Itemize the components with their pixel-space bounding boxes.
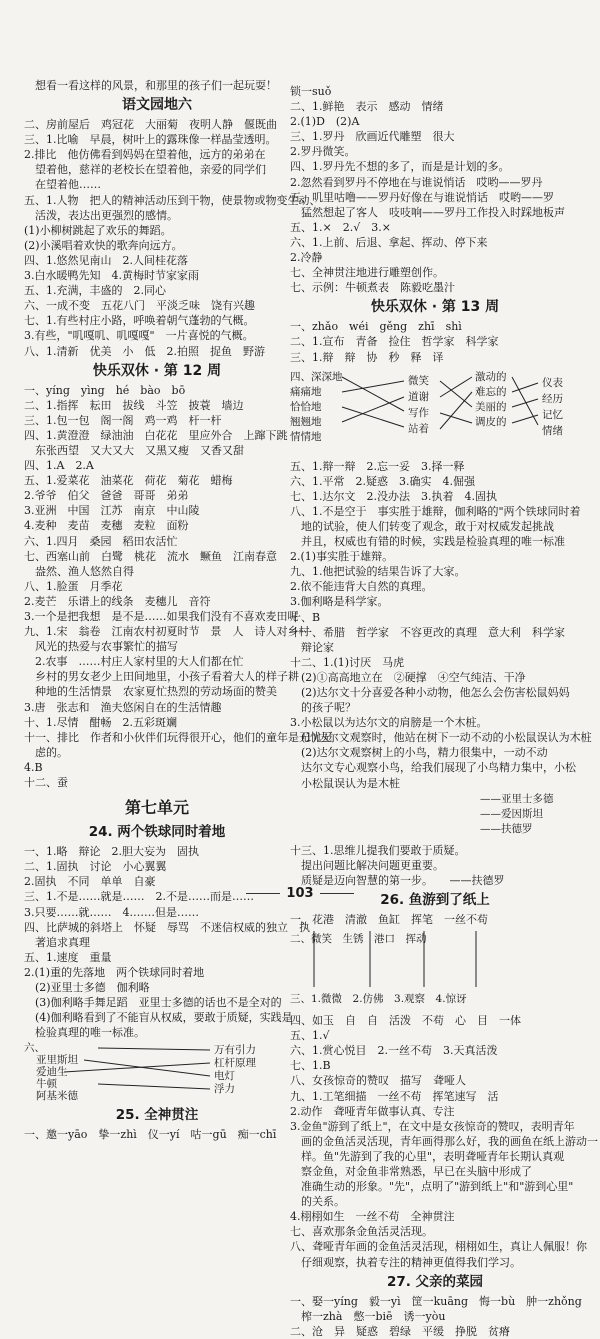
answer-line: 质疑是迈向智慧的第一步。 ——扶德罗 <box>301 873 505 887</box>
answer-line: 十、1.尽情 酣畅 2.五彩斑斓 <box>24 715 177 729</box>
page-number <box>0 886 600 901</box>
answer-line: 2.罗丹微笑。 <box>290 145 356 159</box>
answer-line: 3.小松鼠以为达尔文的肩膀是一个木桩。 <box>290 716 488 730</box>
section-heading: 第七单元 <box>124 798 189 818</box>
answer-line: 想看一看这样的风景，和那里的孩子们一起玩耍！ <box>35 79 277 92</box>
answer-line: 种地的生活情景 农家夏忙热烈的劳动场面的赞美 <box>35 685 277 699</box>
match-item: 写作 <box>408 406 429 419</box>
match-line <box>440 413 472 423</box>
answer-line: 2.忽然看到罗丹不停地在与谁说悄话 哎哟——罗丹 <box>290 175 543 189</box>
answer-line: (1)达尔文观察时，他站在树下一动不动的小松鼠误认为木桩 <box>301 731 592 745</box>
match-item: 美丽的 <box>475 400 507 413</box>
answer-line: 五、1.√ <box>290 1029 330 1043</box>
answer-line: 2.排比 他仿佛看到妈妈在望着他，远方的弟弟在 <box>24 148 266 162</box>
answer-line: 四、1.罗丹先不想的多了，而是是计划的多。 <box>290 160 510 174</box>
answer-line: 五、叽里咕噜——罗丹好像在与谁说悄话 哎哟——罗 <box>290 190 554 204</box>
answer-line: 三、1.辩 辩 协 秒 释 译 <box>290 350 444 364</box>
match-item: 浮力 <box>214 1083 235 1096</box>
answer-line: 画的金鱼活灵活现，青年画得那么好，我的画鱼在纸上游动一 <box>301 1134 598 1148</box>
answer-line: 的关系。 <box>301 1195 345 1209</box>
section-heading: 25. 全神贯注 <box>115 1107 199 1124</box>
answer-line: 六、1.平常 2.疑惑 3.确实 4.倔强 <box>290 474 475 488</box>
answer-line: 仔细观察，执着专注的精神更值得我们学习。 <box>301 1255 521 1269</box>
answer-line: 风光的热爱与农事繁忙的描写 <box>35 640 178 654</box>
match-item: 站着 <box>408 422 429 435</box>
answer-line: (2)达尔文观察树上的小鸟，精力很集中，一动不动 <box>301 746 548 760</box>
answer-line: 一、邀一yāo 挚一zhì 仪一yí 咕一gū 痴一chī <box>24 1128 277 1142</box>
answer-line: (1)小柳树跳起了欢乐的舞蹈。 <box>24 223 172 237</box>
answer-line: 四、比萨城的斜塔上 怀疑 辱骂 不迷信权威的独立 执 <box>24 920 310 934</box>
answer-line: 二、1.固执 讨论 小心翼翼 <box>24 860 167 874</box>
answer-line: 著追求真理 <box>35 935 90 949</box>
answer-line: 2.冷静 <box>290 251 323 265</box>
answer-line: 虑的。 <box>35 745 68 759</box>
answer-line: 3.一个是把我想 是不是……如果我们没有不喜欢麦田呢 <box>24 610 299 623</box>
answer-line: 九、1.工笔细描 一丝不苟 挥笔速写 活 <box>290 1089 499 1103</box>
section-heading: 24. 两个铁球同时着地 <box>88 824 226 841</box>
answer-line: 三、1.不是……就是…… 2.不是……而是…… <box>24 890 254 904</box>
match-lines <box>290 929 580 1011</box>
answer-line: 八、女孩惊奇的赞叹 描写 聋哑人 <box>290 1074 466 1088</box>
answer-line: 四、如玉 自 自 活泼 不苟 心 目 一体 <box>290 1014 521 1028</box>
answer-line: 八、聋哑青年画的金鱼活灵活现，栩栩如生，真让人佩服！你 <box>290 1240 587 1254</box>
answer-line: 一、1.略 辩论 2.胆大妄为 固执 <box>24 845 199 859</box>
answer-line: 五、1.× 2.√ 3.× <box>290 220 391 234</box>
match-item: 爱迪生 <box>36 1066 68 1079</box>
match-item: 万有引力 <box>214 1044 256 1057</box>
match-item: 痛痛地 <box>290 385 322 398</box>
match-item: 牛顿 <box>36 1078 57 1091</box>
answer-line: 并且，权威也有错的时候，实践是检验真理的唯一标准 <box>301 535 565 549</box>
answer-line: 一、zhǎo wéi gěng zhī shì <box>290 320 462 334</box>
section-heading: 语文园地六 <box>122 97 192 114</box>
answer-line: 五、1.爱菜花 油菜花 荷花 菊花 蜡梅 <box>24 474 233 488</box>
answer-line: 在望着他…… <box>35 178 101 192</box>
answer-line: 3.有些，"叽嘎叽、叽嘎嘎" 一片喜悦的气概。 <box>24 329 254 343</box>
answer-line: 三、1.微微 2.仿佛 3.观察 4.惊讶 <box>290 993 467 1006</box>
matching-exercise <box>24 1042 290 1102</box>
answer-line: 达尔文专心观察小鸟，给我们展现了小鸟精力集中，小松 <box>301 761 576 775</box>
answer-line: 望着他，慈祥的老校长在望着他，亲爱的同学们 <box>35 163 266 177</box>
answer-line: 榨一zhà 憋一biē 诱一yòu <box>301 1309 446 1323</box>
answer-line: 2.固执 不同 单单 自豪 <box>24 875 156 889</box>
answer-line: 六、1.赏心悦目 2.一丝不苟 3.天真活泼 <box>290 1044 498 1058</box>
answer-line: (3)伽利略手舞足蹈 亚里士多德的话也不是全对的 <box>35 996 282 1010</box>
answer-line: 五、1.辩一辩 2.忘一妥 3.择一释 <box>290 459 465 473</box>
answer-line: 提出问题比解决问题更重要。 <box>301 858 444 872</box>
match-item: 微笑 <box>408 374 429 387</box>
answer-line: (2)亚里士多德 伽利略 <box>35 980 150 994</box>
answer-line: 的孩子呢？ <box>301 701 356 715</box>
match-item: 仪表 <box>542 376 563 389</box>
match-line <box>64 1063 210 1072</box>
answer-line: 2.动作 聋哑青年做事认真、专注 <box>290 1104 455 1118</box>
match-item: 情绪 <box>542 424 563 437</box>
answer-line: 辩论家 <box>301 640 334 654</box>
answer-line: 3.白水暖鸭先知 4.黄梅时节家家雨 <box>24 269 199 283</box>
answer-line: 二、房前屋后 鸡冠花 大丽菊 夜明人静 偃既曲 <box>24 118 277 132</box>
match-item: 六、 <box>24 1042 45 1055</box>
section-heading: 26. 鱼游到了纸上 <box>380 891 490 908</box>
match-item: 激动的 <box>475 370 507 383</box>
answer-line: 2.农事 ……村庄人家村里的大人们都在忙 <box>35 655 244 669</box>
match-item: 难忘的 <box>475 385 507 398</box>
match-item: 情情地 <box>290 430 322 443</box>
answer-line: 二、1.指挥 耘田 拔线 斗笠 披蓑 墙边 <box>24 398 244 412</box>
answer-line: 九、1.他把试验的结果告诉了大家。 <box>290 565 466 579</box>
answer-line: 2.(1)事实胜于雄辩。 <box>290 550 394 564</box>
match-item: 杠杆原理 <box>214 1057 256 1070</box>
answer-line: 四、1.A 2.A <box>24 459 94 473</box>
match-item: ——亚里士多德 <box>480 792 554 805</box>
section-heading: 27. 父亲的菜园 <box>386 1273 484 1290</box>
answer-line: 一、yíng yìng hé bào bō <box>24 383 186 397</box>
answer-line: 七、1.达尔文 2.没办法 3.执着 4.固执 <box>290 489 497 503</box>
answer-line: 八、1.脸蛋 月季花 <box>24 579 123 593</box>
answer-line: 察金鱼，对金鱼非常熟悉，早已在头脑中形成了 <box>301 1164 532 1178</box>
answer-line: 二、沧 异 疑惑 碧绿 平缓 挣脱 贫瘠 <box>290 1324 510 1338</box>
answer-line: 六、一成不变 五花八门 平淡乏味 饶有兴趣 <box>24 299 255 313</box>
answer-line: 十、B <box>290 610 321 624</box>
answer-line: 2.(1)D (2)A <box>290 115 360 129</box>
answer-line: 一、花港 清澈 鱼缸 挥笔 一丝不苟 <box>290 912 488 926</box>
answer-line: 2.爷爷 伯父 爸爸 哥哥 弟弟 <box>24 489 189 503</box>
word-grid-exercise <box>290 929 580 1011</box>
answer-line: 七、示例：牛顿煮表 陈毅吃墨汁 <box>290 281 455 295</box>
answer-line: 十二、1.(1)讨厌 马虎 <box>290 655 405 669</box>
answer-line: 十三、1.思维儿提我们要敢于质疑。 <box>290 843 466 857</box>
match-item: 调皮的 <box>475 415 507 428</box>
answer-line: 活泼，表达出更强烈的感情。 <box>35 208 178 222</box>
match-item: ——扶德罗 <box>480 822 533 835</box>
answer-line: 锁一suǒ <box>290 85 332 98</box>
answer-line: 十二、蚕 <box>24 776 68 790</box>
answer-line: 东张西望 又大又大 又黑又瘦 又香又甜 <box>35 443 244 457</box>
match-item: 四、深深地 <box>290 370 343 383</box>
answer-line: 2.麦芒 乐谱上的线条 麦穗儿 音符 <box>24 594 211 608</box>
match-item: 电灯 <box>214 1070 235 1083</box>
answer-line: 四、1.黄澄澄 绿油油 白花花 里应外合 上蹿下跳 <box>24 428 288 442</box>
matching-exercise <box>290 367 580 457</box>
answer-line: 4.栩栩如生 一丝不苟 全神贯注 <box>290 1210 455 1224</box>
answer-line: 3.金鱼"游到了纸上"，在文中是女孩惊奇的赞叹，表明青年 <box>290 1119 575 1133</box>
answer-line: 三、1.比喻 早晨，树叶上的露珠像一样晶莹透明。 <box>24 133 277 147</box>
match-item: 恰恰地 <box>290 400 322 413</box>
page-number-text: 103 <box>286 886 314 901</box>
answer-line: 五、1.充满，丰盛的 2.同心 <box>24 284 166 298</box>
match-item: 记忆 <box>542 408 563 421</box>
answer-line: 一、娶一yíng 毅一yì 筐一kuāng 悔一bù 肿一zhǒng <box>290 1294 582 1308</box>
answer-line: 七、全神贯注地进行雕塑创作。 <box>290 266 444 280</box>
match-line <box>98 1048 210 1050</box>
match-item: 亚里斯坦 <box>36 1054 78 1067</box>
quote-sources <box>290 793 580 841</box>
answer-line: 2.依不能违背大自然的真理。 <box>290 580 433 594</box>
answer-line: 四、1.悠然见南山 2.人间桂花落 <box>24 253 188 267</box>
match-lines <box>24 1042 290 1102</box>
answer-line: 猛然想起了客人 吱吱响——罗丹工作投入时踩地板声 <box>301 205 565 219</box>
match-item: 道谢 <box>408 390 429 403</box>
match-line <box>342 377 404 411</box>
match-lines <box>290 367 580 457</box>
answer-line: 2.(1)重的先落地 两个铁球同时着地 <box>24 965 205 979</box>
match-item: 翘翘地 <box>290 415 322 428</box>
answer-line: (4)伽利略看到了不能盲从权威，要敢于质疑，实践是 <box>35 1011 293 1025</box>
answer-line: 准确生动的形象。"先"，点明了"游到纸上"和"游到心里" <box>301 1180 574 1194</box>
answer-line: 八、1.不是空于 事实胜于雄辩，伽利略的"两个铁球同时着 <box>290 504 581 518</box>
answer-line: 五、1.人物 把人的精神活动压到干物，使景物或物变生动、 <box>24 193 321 207</box>
match-line <box>440 392 472 429</box>
section-heading: 快乐双休 · 第 13 周 <box>370 299 500 316</box>
answer-line: (2)小溪唱着欢快的歌奔向远方。 <box>24 238 183 252</box>
match-item: 阿基米德 <box>36 1090 78 1103</box>
answer-line: (2)达尔文十分喜爱各种小动物，他怎么会伤害松鼠妈妈 <box>301 686 570 699</box>
match-item: 经历 <box>542 392 563 405</box>
answer-line: 地的试验，使人们转变了观念，敢于对权威发起挑战 <box>301 519 554 533</box>
answer-line: 九、1.宋 翁卷 江南农村初夏时节 景 人 诗人对乡村 <box>24 625 310 639</box>
answer-line: 五、1.速度 重量 <box>24 950 112 964</box>
answer-line: 3.只要……就…… 4.……但是…… <box>24 905 199 919</box>
answer-line: 六、1.四月 桑园 稻田农活忙 <box>24 534 178 548</box>
answer-line: 盎然、渔人悠然自得 <box>35 564 134 578</box>
match-line <box>512 415 538 423</box>
answer-line: 样。鱼"先游到了我的心里"，表明聋哑青年长期认真观 <box>301 1149 565 1163</box>
answer-line: 十一、排比 作者和小伙伴们玩得很开心，他们的童年是无忧无 <box>24 730 332 744</box>
answer-line: 4.麦种 麦苗 麦穗 麦粒 面粉 <box>24 519 189 533</box>
answer-line: 三、1.包一包 阁一阁 鸡一鸡 杆一杆 <box>24 413 222 427</box>
answer-line: 八、1.清新 优美 小 低 2.拍照 捉鱼 野游 <box>24 344 265 358</box>
answer-line: 4.B <box>24 760 43 774</box>
answer-line: 乡村的男女老少上田间地里，小孩子看着大人的样子耕 <box>35 670 299 684</box>
match-line <box>84 1060 210 1076</box>
section-heading: 快乐双休 · 第 12 周 <box>92 362 222 379</box>
answer-line: 六、1.上前、后退、拿起、挥动、停下来 <box>290 235 488 249</box>
match-line <box>98 1084 210 1089</box>
answer-line: 3.唐 张志和 渔夫悠闲自在的生活情趣 <box>24 700 222 714</box>
answer-line: 二、1.鲜艳 表示 感动 情绪 <box>290 100 444 114</box>
answer-line: 二、1.宣布 青备 捡住 哲学家 科学家 <box>290 335 499 349</box>
answer-line: 3.亚洲 中国 江苏 南京 中山陵 <box>24 504 200 518</box>
answer-line: 小松鼠误认为是木桩 <box>301 776 400 790</box>
answer-line: 二、微笑 生锈 港口 挥动 <box>290 933 427 946</box>
answer-line: 七、西塞山前 白鹭 桃花 流水 鳜鱼 江南春意 <box>24 549 277 563</box>
answer-line: 七、喜欢那条金鱼活灵活现。 <box>290 1225 433 1239</box>
answer-line: 十一、希腊 哲学家 不容更改的真理 意大利 科学家 <box>290 625 565 639</box>
answer-line: (2)①高高地立在 ②硬撑 ④空气纯洁、干净 <box>301 670 526 684</box>
answer-line: 3.伽利略是科学家。 <box>290 595 389 609</box>
answer-line: 检验真理的唯一标准。 <box>35 1026 145 1040</box>
answer-line: 三、1.罗丹 欣画近代雕塑 很大 <box>290 130 455 144</box>
answer-line: 七、1.B <box>290 1059 331 1073</box>
answer-line: 七、1.有些村庄小路，呼唤着朝气蓬勃的气概。 <box>24 314 255 328</box>
match-item: ——爱因斯坦 <box>480 807 543 820</box>
